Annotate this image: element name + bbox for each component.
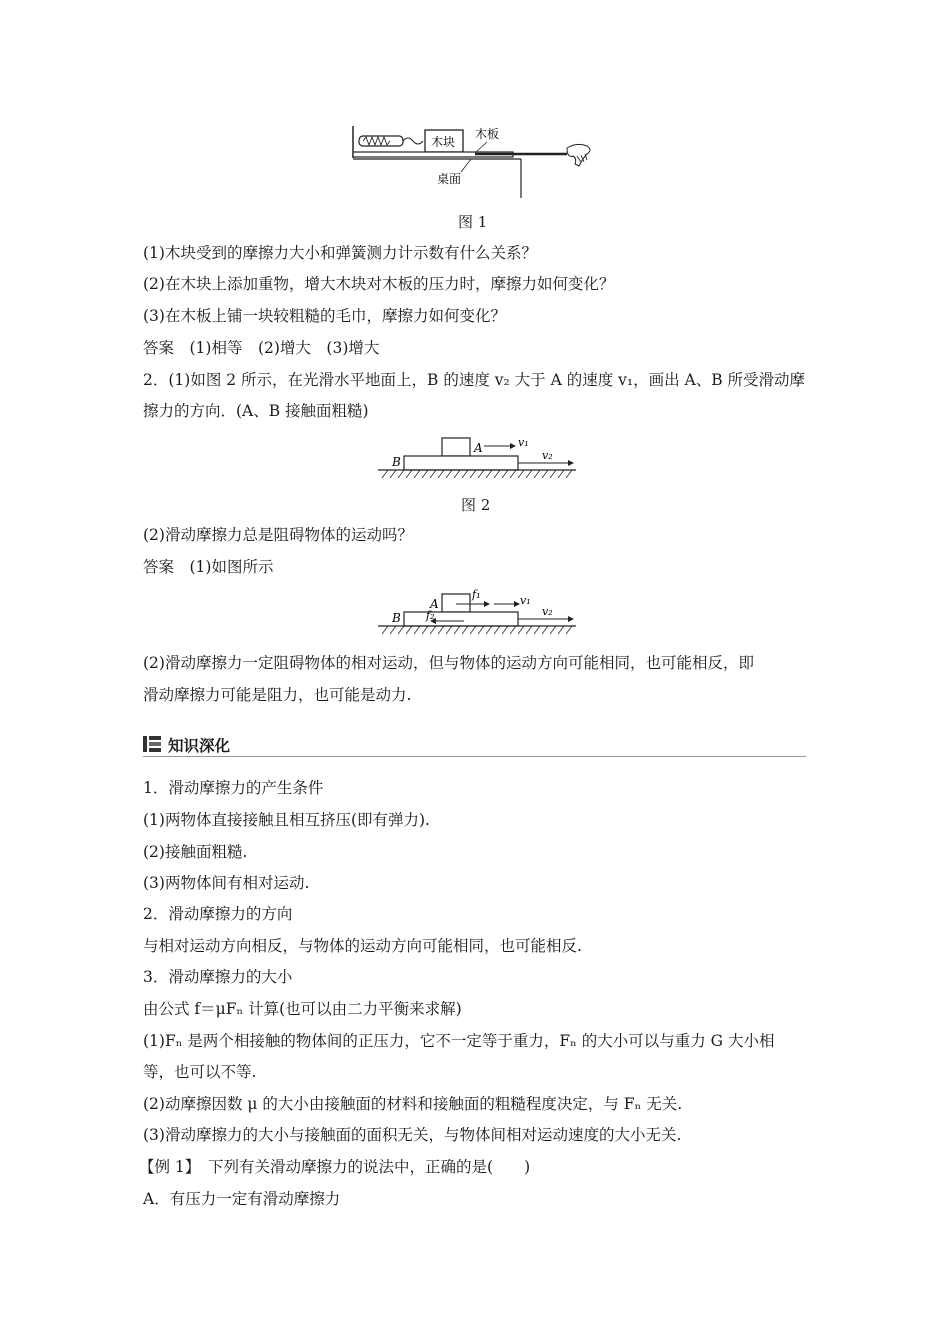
v2-label: v₂ [542, 449, 553, 462]
knowledge-3-item-1-line-2: 等，也可以不等. [143, 1063, 257, 1081]
knowledge-3-item-1-line-1: (1)Fₙ 是两个相接触的物体间的正压力，它不一定等于重力，Fₙ 的大小可以与重力 G 大小相 [143, 1032, 775, 1050]
question-1-part-3: (3)在木板上铺一块较粗糙的毛巾，摩擦力如何变化？ [143, 307, 506, 325]
table-label: 桌面 [437, 172, 462, 186]
question-2-line-1: 2．(1)如图 2 所示，在光滑水平地面上，B 的速度 v₂ 大于 A 的速度 v₁，画出 A、B 所受滑动摩 [143, 371, 806, 389]
f2-label: f₂ [426, 609, 435, 622]
knowledge-2-heading: 2．滑动摩擦力的方向 [143, 905, 293, 923]
section-bar-icon [143, 736, 161, 752]
f1-label: f₁ [472, 588, 481, 601]
figure-1-caption: 图 1 [458, 213, 488, 231]
block-a-label: A [430, 597, 439, 611]
block-b-label: B [392, 455, 401, 469]
block-b-label: B [392, 611, 401, 625]
answer-2-part-2-line-2: 滑动摩擦力可能是阻力，也可能是动力. [143, 686, 412, 704]
knowledge-2-text: 与相对运动方向相反，与物体的运动方向可能相同，也可能相反. [143, 937, 582, 955]
block-a-label: A [474, 441, 483, 455]
question-1-part-1: (1)木块受到的摩擦力大小和弹簧测力计示数有什么关系？ [143, 244, 537, 262]
figure-2-caption: 图 2 [461, 496, 491, 514]
knowledge-3-formula: 由公式 f＝μFₙ 计算(也可以由二力平衡来求解) [143, 1000, 462, 1018]
section-header [143, 734, 806, 757]
example-1-option-a: A．有压力一定有滑动摩擦力 [143, 1190, 341, 1208]
v1-label: v₁ [518, 436, 529, 449]
v1-label: v₁ [520, 594, 531, 607]
knowledge-1-item-1: (1)两物体直接接触且相互挤压(即有弹力). [143, 811, 430, 829]
knowledge-1-item-3: (3)两物体间有相对运动. [143, 874, 310, 892]
block-label: 木块 [431, 135, 456, 149]
figure-1-diagram [345, 118, 605, 200]
answer-2-part-2-line-1: (2)滑动摩擦力一定阻碍物体的相对运动，但与物体的运动方向可能相同，也可能相反，即 [143, 654, 754, 672]
answer-2-part-1: 答案 (1)如图所示 [143, 558, 274, 576]
figure-2-diagram [372, 432, 582, 488]
knowledge-3-item-3: (3)滑动摩擦力的大小与接触面的面积无关，与物体间相对运动速度的大小无关. [143, 1126, 682, 1144]
knowledge-3-heading: 3．滑动摩擦力的大小 [143, 968, 293, 986]
knowledge-1-heading: 1．滑动摩擦力的产生条件 [143, 779, 324, 797]
knowledge-3-item-2: (2)动摩擦因数 μ 的大小由接触面的材料和接触面的粗糙程度决定，与 Fₙ 无关. [143, 1095, 683, 1113]
example-1-question: 【例 1】 下列有关滑动摩擦力的说法中，正确的是( ) [139, 1158, 531, 1176]
section-title: 知识深化 [168, 737, 231, 755]
knowledge-1-item-2: (2)接触面粗糙. [143, 843, 248, 861]
answer-1: 答案 (1)相等 (2)增大 (3)增大 [143, 339, 380, 357]
question-2-line-2: 擦力的方向．(A、B 接触面粗糙) [143, 402, 369, 420]
question-2-part-2: (2)滑动摩擦力总是阻碍物体的运动吗？ [143, 526, 413, 544]
board-label: 木板 [475, 127, 500, 141]
figure-3-diagram [372, 588, 582, 644]
question-1-part-2: (2)在木块上添加重物，增大木块对木板的压力时，摩擦力如何变化？ [143, 275, 615, 293]
v2-label: v₂ [542, 605, 553, 618]
